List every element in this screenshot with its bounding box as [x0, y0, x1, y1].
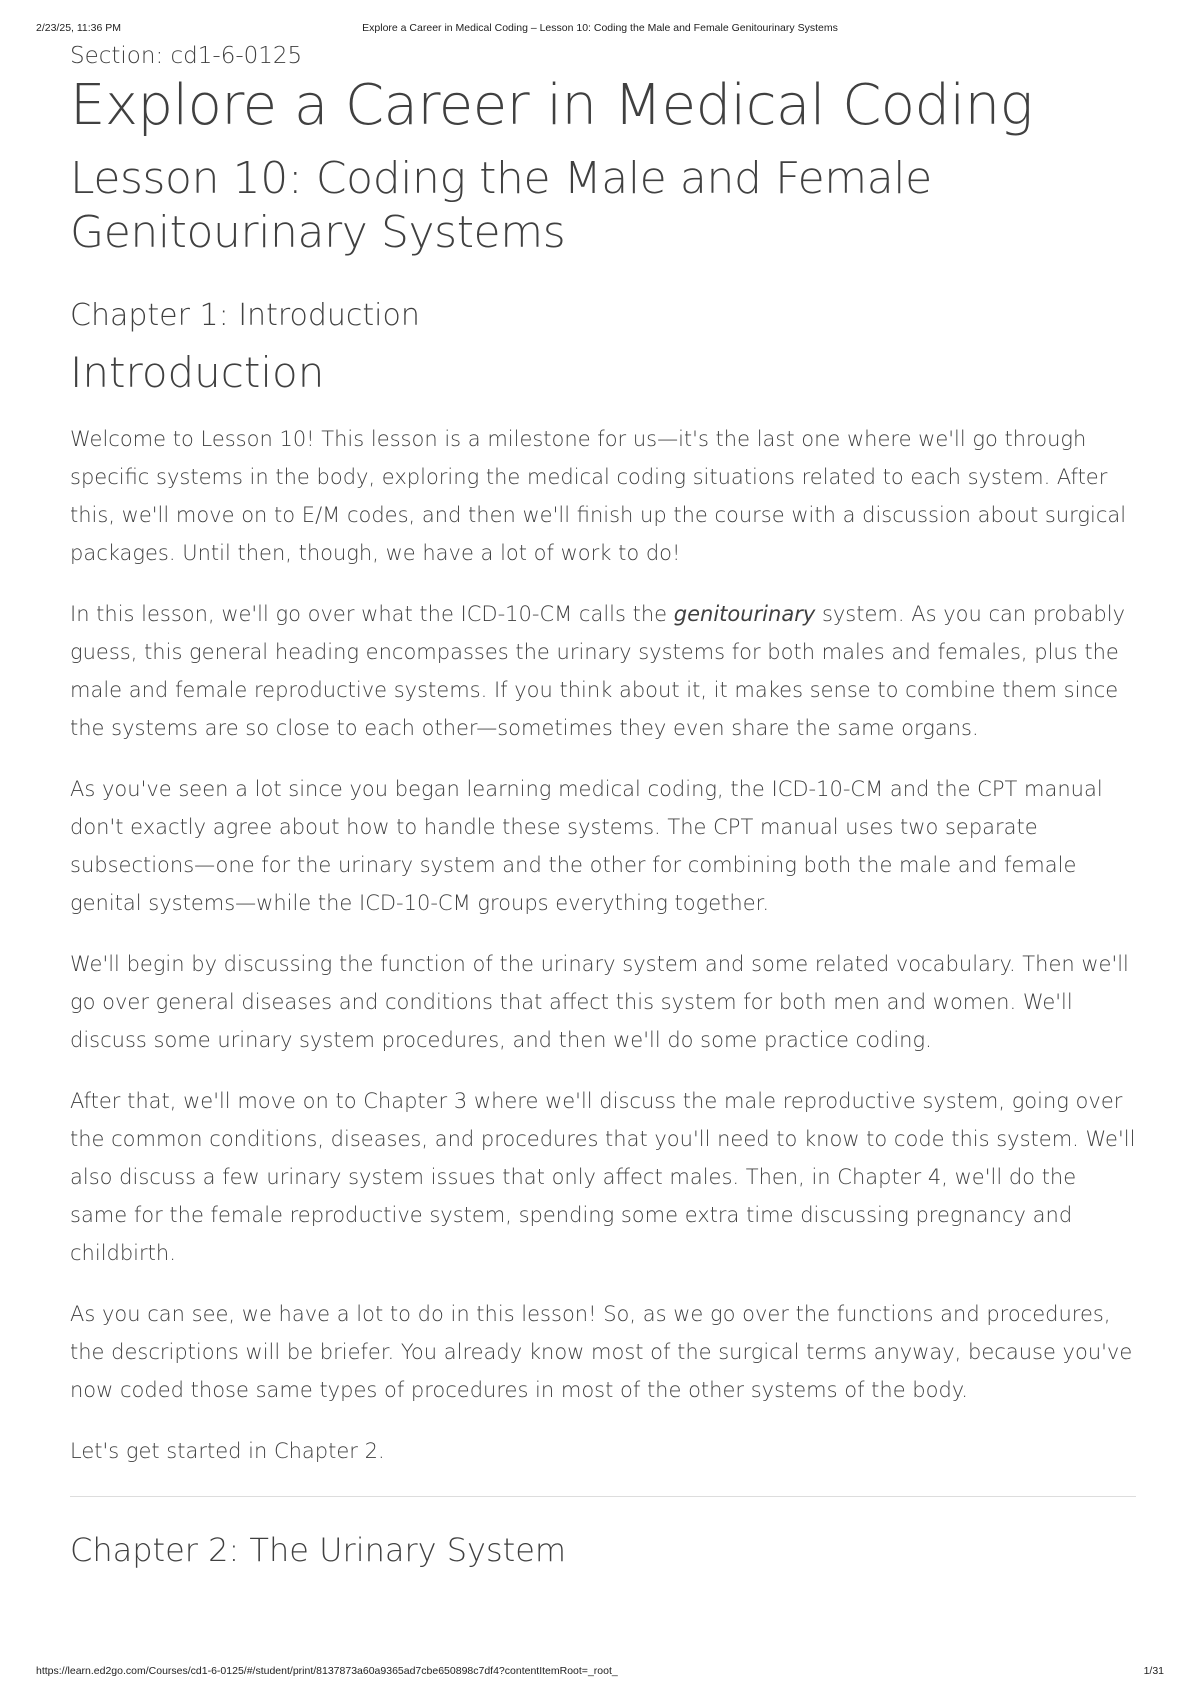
introduction-heading: Introduction [70, 347, 325, 397]
paragraph: After that, we'll move on to Chapter 3 where we'll discuss the male reproductive system, going over the common conditions, diseases, and procedures that you'll need to know to code this system. We'll also discuss a few urinary system issues that only affect males. Then, in Chapter 4, we'll do the same for the female reproductive system, spending some extra time discussing pregnancy and childbirth. [70, 1089, 1136, 1266]
course-title: Explore a Career in Medical Coding [70, 72, 1033, 138]
paragraph: We'll begin by discussing the function of the urinary system and some related vocabulary. Then we'll go over general diseases and conditions that affect this system for both men and women. We'll discuss some urinary system procedures, and then we'll do some practice coding. [70, 952, 1129, 1053]
print-footer [36, 1665, 1164, 1679]
paragraph: As you can see, we have a lot to do in this lesson! So, as we go over the functions and procedures, the descriptions will be briefer. You already know most of the surgical terms anyway, because you've now coded those same types of procedures in most of the other systems of the body. [70, 1302, 1133, 1403]
page-number: 1/31 [1143, 1665, 1164, 1677]
paragraph: As you've seen a lot since you began learning medical coding, the ICD-10-CM and the CPT manual don't exactly agree about how to handle these systems. The CPT manual uses two separate subsections—one for the urinary system and the other for combining both the male and female genital systems—while the ICD-10-CM groups everything together. [70, 777, 1103, 916]
print-url: https://learn.ed2go.com/Courses/cd1-6-0125/#/student/print/8137873a60a9365ad7cbe650898c7df4?contentItemRoot=_root_ [36, 1665, 618, 1677]
lesson-title: Lesson 10: Coding the Male and Female Genitourinary Systems [70, 153, 932, 258]
chapter-1-title: Chapter 1: Introduction [70, 297, 420, 333]
emphasized-term: genitourinary [673, 602, 816, 627]
print-datetime: 2/23/25, 11:36 PM [36, 22, 122, 34]
paragraph [70, 595, 1136, 747]
chapter-divider [70, 1496, 1136, 1497]
chapter-2-title: Chapter 2: The Urinary System [70, 1531, 567, 1570]
paragraph-text: In this lesson, we'll go over what the ICD-10-CM calls the [70, 602, 674, 627]
print-header [36, 22, 1164, 36]
section-label: Section: cd1-6-0125 [70, 43, 303, 69]
paragraph: Welcome to Lesson 10! This lesson is a milestone for us—it's the last one where we'll go through specific systems in the body, exploring the medical coding situations related to each system. After this, we'll move on to E/M codes, and then we'll finish up the course with a discussion about surgical packages. Until then, though, we have a lot of work to do! [70, 427, 1127, 566]
print-page-title: Explore a Career in Medical Coding – Lesson 10: Coding the Male and Female Genitourinary Systems [362, 22, 838, 34]
lesson-content [70, 40, 1136, 1569]
paragraph-text: system. As you can probably guess, this general heading encompasses the urinary systems for both males and females, plus the male and female reproductive systems. If you think about it, it makes sense to combine them since the systems are so close to each other—sometimes they even share the same organs. [70, 602, 1125, 741]
introduction-body [70, 420, 1136, 1470]
paragraph: Let's get started in Chapter 2. [70, 1439, 385, 1464]
